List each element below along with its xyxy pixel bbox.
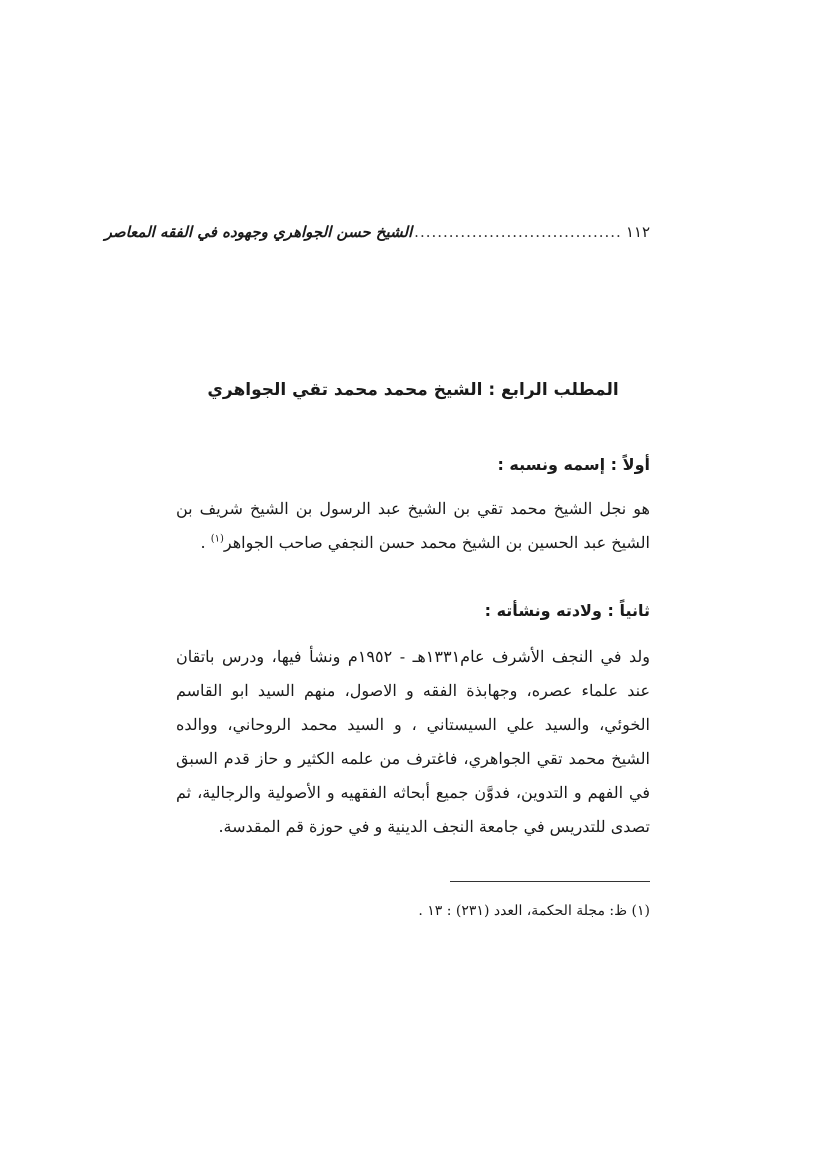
footnote-1: (١) ظ: مجلة الحكمة، العدد (٢٣١) : ١٣ . [418,903,650,919]
subheading-birth-upbringing: ثانياً : ولادته ونشأته : [484,601,650,620]
paragraph-name-lineage [176,492,650,560]
header-book-title: الشيخ حسن الجواهري وجهوده في الفقه المعاصر [104,223,413,241]
footnote-reference[interactable]: (١) [210,533,224,545]
running-header [104,222,650,242]
header-dot-leader: .................................... [414,223,622,241]
paragraph-end: . [200,533,211,552]
subheading-name-lineage: أولاً : إسمه ونسبه : [497,455,650,474]
paragraph-birth-upbringing: ولد في النجف الأشرف عام١٣٣١هـ - ١٩٥٢م ونشأ فيها، ودرس باتقان عند علماء عصره، وجهابذة الفقه و الاصول، منهم السيد ابو القاسم الخوئي، والسيد علي السيستاني ، و السيد محمد الروحاني، ووالده الشيخ محمد تقي الجواهري، فاغترف من علمه الكثير و حاز قدم السبق في الفهم و التدوين، فدوَّن جميع أبحاثه الفقهيه و الأصولية والرجالية، ثم تصدى للتدريس في جامعة النجف الدينية و في حوزة قم المقدسة. [176,647,650,836]
section-title: المطلب الرابع : الشيخ محمد محمد تقي الجواهري [207,380,619,400]
paragraph-text: هو نجل الشيخ محمد تقي بن الشيخ عبد الرسول بن الشيخ شريف بن الشيخ عبد الحسين بن الشيخ محمد حسن النجفي صاحب الجواهر [176,499,650,552]
footnote-divider [450,881,650,882]
page-number: ١١٢ [625,223,650,241]
